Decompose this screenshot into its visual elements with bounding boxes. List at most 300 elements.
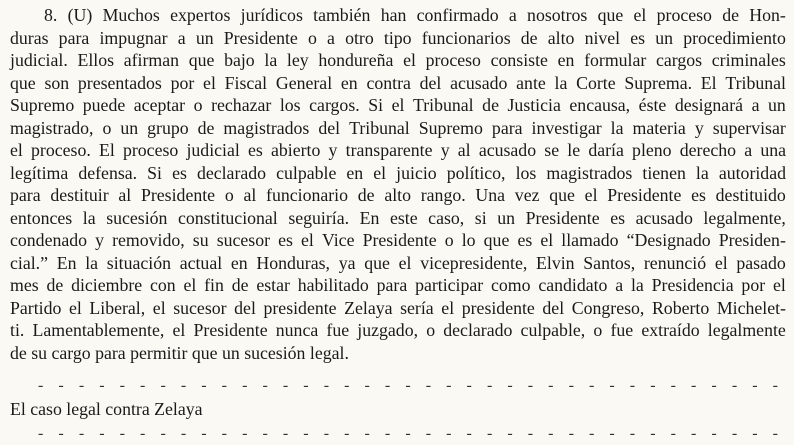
word: confirmado	[416, 5, 499, 25]
separator-dash: -	[384, 425, 391, 442]
word: (U)	[67, 5, 93, 25]
word: Partido	[10, 297, 62, 318]
word: fue	[326, 320, 350, 340]
separator-dash: -	[303, 377, 309, 394]
word: al	[457, 140, 471, 160]
word: la	[610, 117, 624, 138]
separator-dash: -	[752, 425, 758, 442]
word: del	[419, 72, 442, 93]
word: el	[403, 50, 416, 70]
separator-dash: -	[527, 377, 534, 394]
separator-dash: -	[201, 377, 207, 394]
word: el	[584, 185, 598, 205]
separator-dash: -	[38, 377, 44, 394]
separator-dash: -	[78, 377, 85, 394]
word: el	[172, 320, 186, 340]
word: defensa.	[78, 162, 138, 183]
word: Presiden-	[718, 230, 786, 250]
word: su	[192, 230, 209, 250]
word: Si	[368, 95, 384, 115]
separator-dash: -	[772, 425, 778, 442]
word: el	[10, 140, 23, 160]
word: es	[610, 207, 626, 228]
word: sucesión	[106, 207, 168, 228]
word: este	[389, 207, 418, 228]
word: candidato	[538, 275, 608, 295]
word: los	[515, 162, 537, 183]
word: Suprema.	[624, 72, 693, 93]
word: Justicia	[507, 95, 561, 115]
separator-dash: -	[140, 377, 146, 394]
word: removido,	[112, 230, 185, 250]
word: participar	[415, 275, 484, 295]
word: en	[230, 252, 248, 273]
word: los	[279, 95, 301, 115]
word: Corte	[576, 72, 616, 93]
word: que	[10, 72, 36, 93]
word: nunca	[275, 320, 319, 340]
word: Tribunal	[413, 95, 474, 115]
word: al	[118, 185, 132, 205]
word: 8.	[44, 5, 58, 25]
word: el	[398, 252, 412, 273]
word: cial.”	[10, 252, 49, 273]
word: culpable	[276, 162, 337, 183]
separator-dash: -	[568, 425, 574, 442]
word: renunció	[643, 252, 707, 273]
word: magistrados	[546, 162, 633, 183]
word: Elvin	[536, 252, 575, 273]
word: sería	[400, 297, 434, 318]
word: pleno	[632, 140, 672, 160]
word: rechazar	[211, 95, 272, 115]
separator-dash: -	[731, 425, 738, 442]
word: procedimiento	[683, 27, 786, 48]
word: Tribunal	[349, 117, 410, 138]
word: a	[508, 5, 517, 25]
word: habilitado	[297, 275, 369, 295]
word: extraído	[641, 320, 700, 340]
word: consiste	[490, 50, 548, 70]
word: del	[234, 297, 256, 318]
word: un	[497, 207, 515, 228]
word: bajo	[224, 50, 255, 70]
word: ley	[286, 50, 309, 70]
word: una	[760, 140, 786, 160]
separator-top	[38, 378, 778, 394]
separator-dash: -	[405, 377, 411, 394]
word: culpable,	[520, 320, 586, 340]
word: legítima	[10, 162, 69, 183]
word: del	[542, 297, 565, 318]
word: el	[772, 275, 786, 295]
word: daría	[588, 140, 624, 160]
word: proceso	[656, 5, 712, 25]
word: estar	[256, 275, 290, 295]
word: a	[327, 27, 335, 48]
word: criminales	[711, 50, 786, 70]
word: para	[58, 27, 90, 48]
word: Michelet-	[716, 297, 786, 318]
word: caso,	[428, 207, 465, 228]
word: condenado	[10, 230, 88, 250]
separator-dash: -	[364, 425, 370, 442]
word: o	[426, 320, 436, 340]
separator-dash: -	[140, 425, 146, 442]
word: puede	[82, 95, 126, 115]
separator-dash: -	[344, 377, 350, 394]
separator-dash: -	[691, 425, 697, 442]
word: a	[177, 27, 186, 48]
word: el	[540, 230, 554, 250]
word: duras	[10, 27, 49, 48]
word: el	[301, 230, 314, 250]
word: la	[82, 207, 96, 228]
separator-dash: -	[650, 425, 656, 442]
word: en	[340, 72, 358, 93]
separator-dash: -	[609, 377, 615, 394]
document-page	[10, 4, 786, 364]
word: Congreso,	[571, 297, 645, 318]
word: abierto	[270, 140, 321, 160]
separator-dash: -	[78, 425, 85, 442]
word: si	[474, 207, 487, 228]
word: Presidente	[193, 320, 268, 340]
word: cargos.	[309, 95, 360, 115]
word: rango.	[420, 185, 466, 205]
word: acusado	[635, 207, 693, 228]
separator-dash: -	[99, 425, 105, 442]
word: jurídicos	[240, 5, 303, 25]
word: alto	[384, 185, 411, 205]
word: afirman	[123, 50, 180, 70]
word: el	[391, 95, 405, 115]
word: de	[722, 5, 740, 25]
paragraph-line	[10, 252, 786, 275]
word: presidente	[263, 297, 337, 318]
word: el	[441, 297, 455, 318]
word: un	[195, 27, 214, 48]
word: que	[549, 185, 575, 205]
separator-dash: -	[548, 377, 554, 394]
word: el	[714, 252, 728, 273]
word: ante	[516, 72, 546, 93]
word: que	[597, 5, 624, 25]
word: con	[149, 275, 176, 295]
separator-dash: -	[160, 425, 166, 442]
paragraph-line	[10, 297, 786, 320]
separator-dash: -	[38, 425, 44, 442]
word: impugnar	[99, 27, 168, 48]
word: Zelaya	[344, 297, 393, 318]
word: es	[630, 27, 646, 48]
word: el	[373, 162, 387, 183]
word: a	[744, 140, 753, 160]
word: constitucional	[178, 207, 278, 228]
word: funcionarios	[421, 27, 511, 48]
word: nivel	[584, 27, 621, 48]
word: nosotros	[527, 5, 588, 25]
word: el	[633, 5, 647, 25]
word: acusado	[478, 140, 537, 160]
word: de	[231, 275, 249, 295]
word: materia	[632, 117, 686, 138]
word: destituir	[50, 185, 109, 205]
word: han	[380, 5, 407, 25]
separator-dash: -	[58, 377, 64, 394]
word: investigar	[531, 117, 602, 138]
word: Lamentablemente,	[32, 320, 165, 340]
word: en	[557, 50, 575, 70]
word: también	[313, 5, 371, 25]
paragraph-line	[10, 27, 786, 50]
word: magistrados	[223, 117, 310, 138]
word: el	[68, 297, 82, 318]
word: sucesor	[216, 230, 271, 250]
word: un	[768, 95, 786, 115]
word: del	[318, 117, 341, 138]
word: declarado	[443, 320, 513, 340]
separator-dash: -	[650, 377, 656, 394]
separator-dash: -	[731, 377, 738, 394]
separator-dash: -	[527, 425, 534, 442]
word: vicepresidente,	[420, 252, 528, 273]
word: judicial.	[10, 50, 68, 70]
word: alto	[547, 27, 575, 48]
word: Roberto	[651, 297, 710, 318]
separator-dash: -	[180, 425, 187, 442]
word: funcionario	[266, 185, 349, 205]
word: para	[10, 185, 41, 205]
word: Vice	[321, 230, 355, 250]
paragraph-line	[10, 49, 786, 72]
separator-dash: -	[119, 377, 125, 394]
word: es	[691, 185, 706, 205]
word: declarado	[196, 162, 267, 183]
word: la	[554, 72, 568, 93]
word: o	[593, 320, 603, 340]
word: seguiría.	[288, 207, 350, 228]
word: y	[440, 140, 450, 160]
word: General	[275, 72, 333, 93]
separator-dash: -	[119, 425, 125, 442]
separator-dash: -	[568, 377, 574, 394]
word: juicio	[396, 162, 437, 183]
word: a	[751, 95, 760, 115]
word: diciembre	[71, 275, 143, 295]
word: Santos,	[583, 252, 636, 273]
word: presidente	[461, 297, 535, 318]
word: aceptar	[133, 95, 186, 115]
word: otro	[345, 27, 374, 48]
separator-dash: -	[282, 425, 289, 442]
separator-dash: -	[303, 425, 309, 442]
word: el	[203, 72, 216, 93]
word: Una	[475, 185, 506, 205]
separator-dash: -	[242, 425, 248, 442]
separator-dash: -	[466, 425, 472, 442]
separator-dash: -	[486, 425, 493, 442]
separator-dash: -	[323, 377, 330, 394]
word: político,	[446, 162, 506, 183]
word: de	[197, 117, 215, 138]
word: legalmente	[707, 320, 786, 340]
word: proceso	[122, 140, 179, 160]
paragraph-line	[10, 207, 786, 230]
word: ya	[338, 252, 356, 273]
word: autoridad	[718, 162, 786, 183]
word: acusado	[450, 72, 508, 93]
word: o	[224, 185, 234, 205]
word: mes	[10, 275, 39, 295]
separator-dash: -	[221, 377, 227, 394]
word: o	[444, 230, 454, 250]
word: en	[346, 162, 364, 183]
word: lo	[461, 230, 476, 250]
word: magistrado,	[10, 117, 94, 138]
word: o	[102, 117, 112, 138]
word: un	[655, 27, 674, 48]
word: Fiscal	[224, 72, 268, 93]
word: Presidente	[362, 230, 437, 250]
separator-dash: -	[425, 425, 432, 442]
separator-dash: -	[262, 377, 268, 394]
word: de	[357, 185, 375, 205]
separator-dash: -	[201, 425, 207, 442]
word: fue	[610, 320, 634, 340]
separator-dash: -	[588, 377, 595, 394]
word: por	[170, 72, 195, 93]
word: derecho	[679, 140, 737, 160]
word: Presidente	[525, 207, 600, 228]
separator-dash: -	[609, 425, 615, 442]
word: “Designado	[626, 230, 711, 250]
word: designará	[674, 95, 744, 115]
word: el	[183, 275, 197, 295]
word: En	[56, 252, 77, 273]
word: tienen	[642, 162, 686, 183]
separator-dash: -	[670, 425, 676, 442]
word: Tribunal	[725, 72, 786, 93]
separator-dash: -	[629, 425, 636, 442]
separator-dash: -	[344, 425, 350, 442]
separator-dash: -	[364, 377, 370, 394]
word: que	[483, 230, 510, 250]
word: Hon-	[749, 5, 786, 25]
separator-dash: -	[486, 377, 493, 394]
word: supervisar	[712, 117, 786, 138]
separator-dash: -	[507, 425, 513, 442]
separator-dash: -	[711, 377, 717, 394]
word: encausa,	[569, 95, 631, 115]
word: proceso	[425, 50, 481, 70]
separator-dash: -	[405, 425, 411, 442]
section-heading: El caso legal contra Zelaya	[10, 399, 203, 419]
word: legalmente,	[703, 207, 786, 228]
separator-dash: -	[242, 377, 248, 394]
word: cargos	[656, 50, 703, 70]
word: judicial	[186, 140, 240, 160]
word: que	[364, 252, 390, 273]
word: al	[243, 185, 257, 205]
word: y	[95, 230, 105, 250]
word: Si	[147, 162, 162, 183]
word: sucesor	[173, 297, 227, 318]
word: Supremo	[418, 117, 483, 138]
word: para	[491, 117, 523, 138]
word: y	[694, 117, 704, 138]
word: éste	[638, 95, 667, 115]
paragraph-line	[10, 184, 786, 207]
word: entonces	[10, 207, 73, 228]
word: de	[520, 27, 538, 48]
word: es	[247, 140, 263, 160]
word: es	[278, 230, 293, 250]
separator-dash: -	[670, 377, 676, 394]
word: pasado	[736, 252, 786, 273]
separator-dash: -	[446, 425, 452, 442]
word: presentados	[77, 72, 162, 93]
word: situación	[106, 252, 171, 273]
separator-dash: -	[691, 377, 697, 394]
paragraph-line	[10, 162, 786, 185]
separator-bottom	[38, 426, 778, 442]
word: le	[567, 140, 581, 160]
word: o	[307, 27, 317, 48]
word: Presidencia	[651, 275, 734, 295]
word: formular	[584, 50, 647, 70]
word: hondureña	[318, 50, 394, 70]
word: la	[630, 275, 644, 295]
separator-dash: -	[221, 425, 227, 442]
word: En	[359, 207, 380, 228]
word: llamado	[561, 230, 619, 250]
word: Supremo	[10, 95, 75, 115]
word: destituido	[715, 185, 786, 205]
separator-dash: -	[466, 377, 472, 394]
word: juzgado,	[357, 320, 419, 340]
separator-dash: -	[58, 425, 64, 442]
word: la	[85, 252, 99, 273]
word: El	[98, 140, 115, 160]
separator-dash: -	[446, 377, 452, 394]
separator-dash: -	[180, 377, 187, 394]
word: se	[544, 140, 560, 160]
paragraph-line	[10, 274, 786, 297]
paragraph-line	[10, 94, 786, 117]
word: ti.	[10, 320, 25, 340]
separator-dash: -	[160, 377, 166, 394]
separator-dash: -	[772, 377, 778, 394]
word: la	[695, 162, 709, 183]
word: a	[615, 275, 624, 295]
word: o	[193, 95, 203, 115]
word: y	[328, 140, 338, 160]
paragraph-line	[10, 319, 786, 342]
word: es	[172, 162, 187, 183]
paragraph-line	[10, 139, 786, 162]
word: proceso.	[31, 140, 91, 160]
separator-dash: -	[262, 425, 268, 442]
word: es	[517, 230, 533, 250]
word: como	[491, 275, 531, 295]
word: un	[120, 117, 139, 138]
separator-dash: -	[507, 377, 513, 394]
separator-dash: -	[588, 425, 595, 442]
paragraph-line: de su cargo para permitir que un sucesión legal.	[10, 342, 349, 363]
separator-dash: -	[282, 377, 289, 394]
separator-dash: -	[425, 377, 432, 394]
